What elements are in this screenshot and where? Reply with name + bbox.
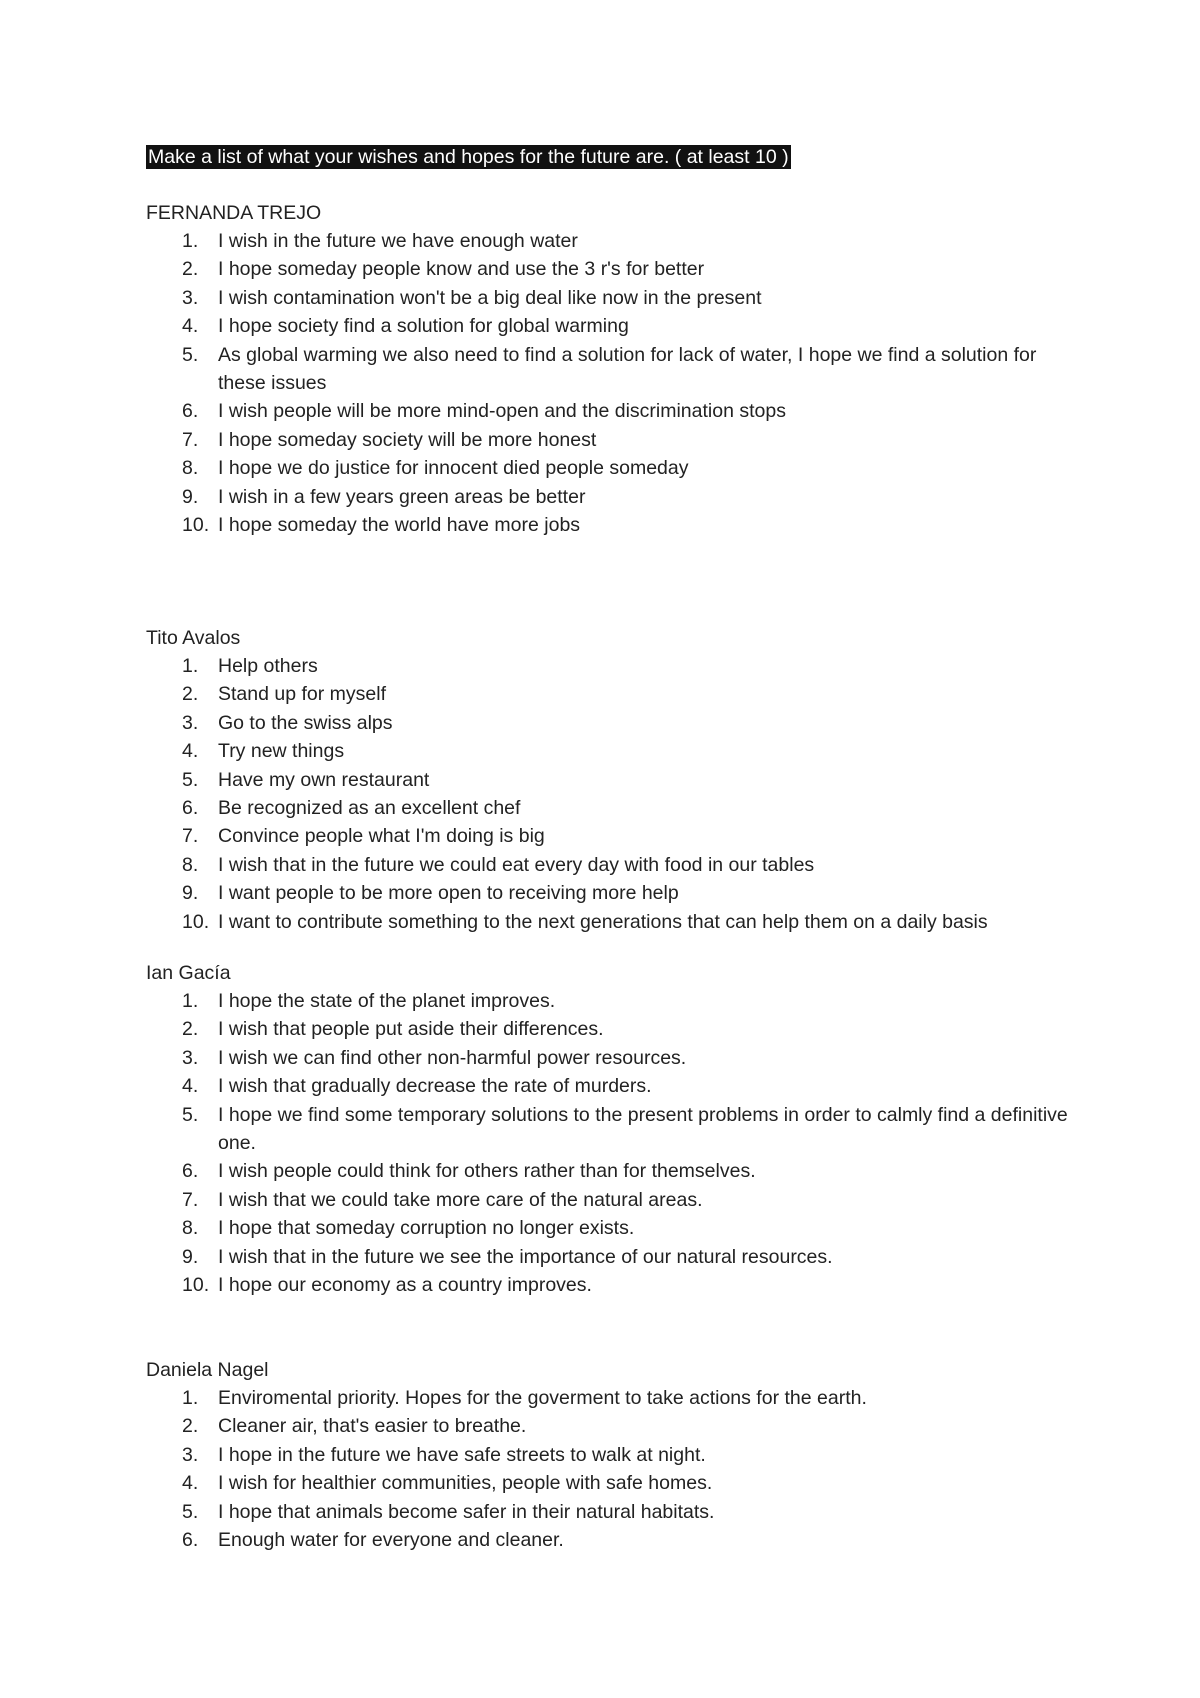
item-text: I hope we do justice for innocent died people someday (218, 457, 689, 480)
list-item (146, 227, 1086, 255)
item-text: I hope we find some temporary solutions to the present problems in order to calmly find a definitive one. (218, 1103, 1068, 1155)
item-number: 4. (182, 1472, 199, 1495)
item-text: I wish that people put aside their differences. (218, 1018, 604, 1041)
section-name: Daniela Nagel (146, 1359, 269, 1381)
item-number: 3. (182, 1046, 199, 1069)
item-text: I hope society find a solution for global warming (218, 315, 629, 338)
list-item (146, 908, 1086, 936)
item-text: I want people to be more open to receiving more help (218, 882, 679, 905)
list-item (146, 737, 1086, 765)
item-number: 10. (182, 910, 210, 933)
title-block (146, 145, 791, 169)
item-number: 2. (182, 683, 199, 706)
list-item (146, 1243, 1086, 1271)
item-text: I hope our economy as a country improves. (218, 1274, 592, 1297)
item-text: I wish that we could take more care of the natural areas. (218, 1188, 703, 1211)
item-number: 5. (182, 343, 199, 366)
list-item (146, 680, 1086, 708)
item-text: I wish that in the future we could eat every day with food in our tables (218, 853, 815, 876)
list-item (146, 879, 1086, 907)
item-number: 9. (182, 882, 199, 905)
item-text: Help others (218, 655, 318, 677)
item-number: 10. (182, 514, 210, 537)
list-item (146, 709, 1086, 737)
item-text: Enviromental priority. Hopes for the goverment to take actions for the earth. (218, 1387, 867, 1409)
section-tito (146, 624, 1086, 936)
item-text: I wish people could think for others rather than for themselves. (218, 1160, 756, 1183)
list-item (146, 1214, 1086, 1242)
list-item (146, 1044, 1086, 1072)
item-number: 4. (182, 315, 199, 338)
list-item (146, 987, 1086, 1015)
list-item (146, 766, 1086, 794)
wish-list (146, 227, 1086, 539)
item-number: 2. (182, 258, 199, 281)
item-number: 2. (182, 1018, 199, 1041)
item-text: Cleaner air, that's easier to breathe. (218, 1415, 527, 1438)
item-number: 5. (182, 1500, 199, 1523)
list-item (146, 426, 1086, 454)
item-number: 1. (182, 655, 199, 677)
list-item (146, 1384, 1086, 1412)
item-number: 1. (182, 230, 199, 252)
list-item (146, 794, 1086, 822)
item-text: I hope someday society will be more honest (218, 428, 597, 451)
list-item (146, 284, 1086, 312)
item-text: Go to the swiss alps (218, 711, 393, 734)
item-number: 4. (182, 1075, 199, 1098)
item-text: I wish that in the future we see the importance of our natural resources. (218, 1245, 833, 1268)
list-item (146, 483, 1086, 511)
list-item (146, 255, 1086, 283)
item-number: 7. (182, 1188, 199, 1211)
item-text: I wish people will be more mind-open and the discrimination stops (218, 400, 786, 423)
item-text: I hope someday people know and use the 3 r's for better (218, 258, 705, 281)
item-text: As global warming we also need to find a solution for lack of water, I hope we find a solution for these issues (218, 343, 1037, 395)
item-number: 6. (182, 1529, 199, 1552)
item-text: I hope the state of the planet improves. (218, 990, 556, 1012)
item-text: I wish for healthier communities, people with safe homes. (218, 1472, 713, 1495)
list-item (146, 312, 1086, 340)
list-item (146, 851, 1086, 879)
list-item (146, 822, 1086, 850)
list-item (146, 1015, 1086, 1043)
item-number: 3. (182, 1443, 199, 1466)
item-text: I wish contamination won't be a big deal like now in the present (218, 286, 762, 309)
list-item (146, 1469, 1086, 1497)
section-name: Tito Avalos (146, 627, 241, 649)
list-item (146, 511, 1086, 539)
item-number: 6. (182, 400, 199, 423)
list-item (146, 1271, 1086, 1299)
list-item (146, 1186, 1086, 1214)
wish-list (146, 1384, 1086, 1554)
section-daniela (146, 1356, 1086, 1554)
list-item (146, 1441, 1086, 1469)
list-item (146, 1072, 1086, 1100)
list-item (146, 1498, 1086, 1526)
item-text: Enough water for everyone and cleaner. (218, 1529, 564, 1552)
item-text: I hope that animals become safer in their natural habitats. (218, 1500, 715, 1523)
item-text: I wish we can find other non-harmful power resources. (218, 1046, 687, 1069)
section-name: FERNANDA TREJO (146, 202, 322, 224)
item-number: 6. (182, 797, 199, 820)
item-text: Stand up for myself (218, 683, 386, 706)
section-ian (146, 959, 1086, 1299)
item-number: 1. (182, 1387, 199, 1409)
item-number: 9. (182, 1245, 199, 1268)
item-number: 7. (182, 825, 199, 848)
list-item (146, 652, 1086, 680)
item-text: I want to contribute something to the next generations that can help them on a daily basis (218, 910, 988, 933)
list-item (146, 397, 1086, 425)
item-text: I wish in a few years green areas be better (218, 485, 586, 508)
item-number: 7. (182, 428, 199, 451)
item-number: 3. (182, 286, 199, 309)
item-number: 8. (182, 457, 199, 480)
item-text: Try new things (218, 740, 345, 763)
item-number: 3. (182, 711, 199, 734)
item-text: Be recognized as an excellent chef (218, 797, 521, 820)
item-number: 2. (182, 1415, 199, 1438)
item-text: Convince people what I'm doing is big (218, 825, 545, 848)
document-title: Make a list of what your wishes and hopes for the future are. ( at least 10 ) (148, 146, 789, 168)
item-number: 5. (182, 768, 199, 791)
list-item (146, 1157, 1086, 1185)
list-item (146, 1101, 1086, 1158)
item-text: I hope that someday corruption no longer exists. (218, 1217, 635, 1240)
item-text: Have my own restaurant (218, 768, 430, 791)
list-item (146, 1526, 1086, 1554)
item-text: I hope someday the world have more jobs (218, 514, 581, 537)
item-text: I wish that gradually decrease the rate of murders. (218, 1075, 652, 1098)
item-number: 1. (182, 990, 199, 1012)
wish-list (146, 987, 1086, 1299)
item-number: 6. (182, 1160, 199, 1183)
item-text: I wish in the future we have enough water (218, 230, 578, 252)
item-number: 5. (182, 1103, 199, 1126)
item-number: 10. (182, 1274, 210, 1297)
item-number: 8. (182, 853, 199, 876)
list-item (146, 341, 1086, 398)
list-item (146, 1412, 1086, 1440)
item-number: 4. (182, 740, 199, 763)
list-item (146, 454, 1086, 482)
wish-list (146, 652, 1086, 936)
section-name: Ian Gacía (146, 962, 231, 984)
item-number: 9. (182, 485, 199, 508)
section-fernanda (146, 199, 1086, 539)
item-text: I hope in the future we have safe streets to walk at night. (218, 1443, 706, 1466)
item-number: 8. (182, 1217, 199, 1240)
